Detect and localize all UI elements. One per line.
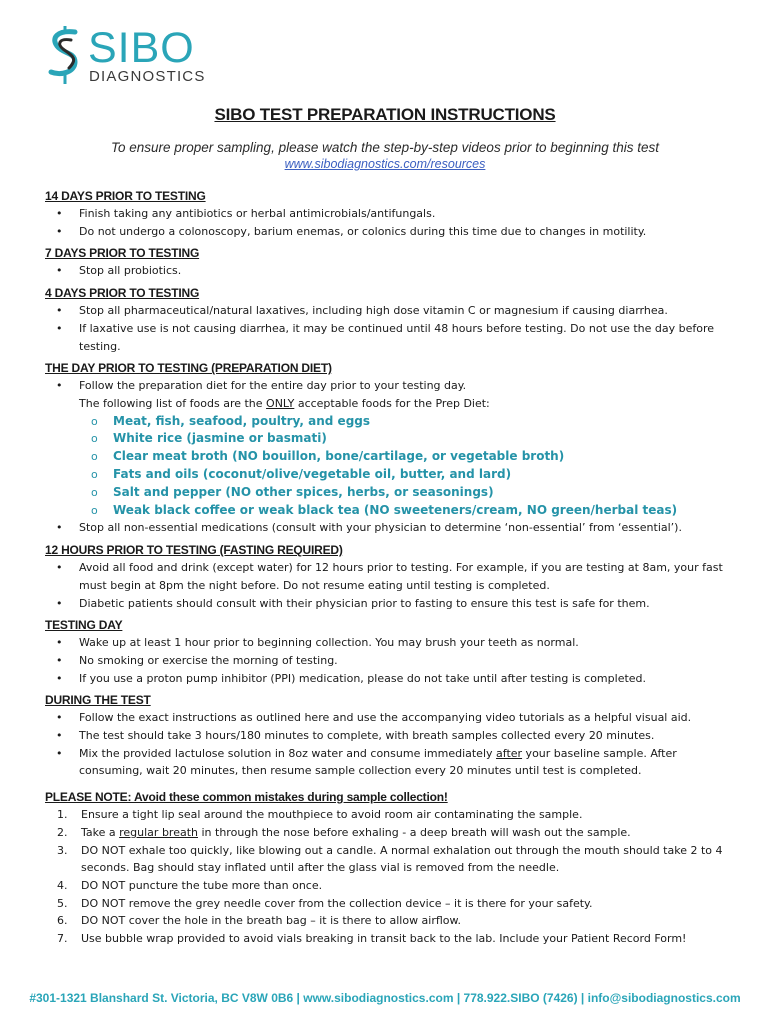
list-item: • Do not undergo a colonoscopy, barium enemas, or colonics during this time due to changes in motility. (45, 223, 735, 241)
item-text: Ensure a tight lip seal around the mouthpiece to avoid room air contaminating the sample. (81, 808, 583, 822)
item-text: in through the nose before exhaling - a deep breath will wash out the sample. (198, 825, 631, 839)
numbered-item (45, 895, 735, 913)
food-item: o White rice (jasmine or basmati) (45, 430, 735, 448)
prep-diet-intro-pre: The following list of foods are the (79, 396, 267, 410)
logo-subtitle: DIAGNOSTICS (89, 68, 206, 85)
item-number: 5. (57, 896, 68, 910)
logo-wordmark: SIBO (88, 24, 195, 72)
list-item: • If laxative use is not causing diarrhea, it may be continued until 48 hours before testing. Do not use the day before testing. (45, 320, 735, 355)
item-number: 3. (57, 843, 68, 857)
item-text: Take a (81, 825, 120, 839)
list-4-days (45, 302, 735, 355)
list-12-hours (45, 559, 735, 612)
list-item: • Stop all pharmaceutical/natural laxatives, including high dose vitamin C or magnesium if causing diarrhea. (45, 302, 735, 320)
sibo-logo-icon (45, 26, 85, 86)
numbered-item (45, 806, 735, 824)
text-fragment: your baseline sample. After consuming, wait 20 minutes, then resume sample collection every 20 minutes until test is completed. (79, 746, 677, 778)
food-item: o Clear meat broth (NO bouillon, bone/cartilage, or vegetable broth) (45, 448, 735, 466)
section-heading-7-days: 7 DAYS PRIOR TO TESTING (45, 246, 200, 261)
section-heading-12-hours: 12 HOURS PRIOR TO TESTING (FASTING REQUIRED) (45, 543, 343, 558)
list-item: • Wake up at least 1 hour prior to beginning collection. You may brush your teeth as normal. (45, 634, 735, 652)
numbered-item (45, 877, 735, 895)
item-number: 1. (57, 808, 68, 822)
list-item: • Follow the preparation diet for the entire day prior to your testing day. (45, 377, 735, 395)
section-heading-14-days: 14 DAYS PRIOR TO TESTING (45, 189, 206, 203)
prep-diet-intro-post: acceptable foods for the Prep Diet: (294, 396, 490, 410)
numbered-item (45, 842, 735, 877)
section-heading-please-note: PLEASE NOTE: Avoid these common mistakes during sample collection! (45, 790, 448, 805)
list-item: • Follow the exact instructions as outlined here and use the accompanying video tutorials as a helpful visual aid. (45, 709, 735, 727)
item-number: 2. (57, 825, 68, 839)
list-item: • Diabetic patients should consult with their physician prior to fasting to ensure this test is safe for them. (45, 595, 735, 613)
list-item: • The test should take 3 hours/180 minutes to complete, with breath samples collected every 20 minutes. (45, 727, 735, 745)
list-7-days (45, 262, 735, 280)
numbered-item (45, 824, 735, 842)
item-text: DO NOT exhale too quickly, like blowing out a candle. A normal exhalation out through the mouth should take 2 to 4 seconds. Bag should stay inflated until after the glass vial is removed from the needle. (81, 843, 723, 875)
text-fragment: Mix the provided lactulose solution in 8oz water and consume immediately (79, 746, 497, 760)
list-item: • If you use a proton pump inhibitor (PPI) medication, please do not take until after testing is completed. (45, 670, 735, 688)
list-item (45, 745, 735, 780)
list-item: • Avoid all food and drink (except water) for 12 hours prior to testing. For example, if you are testing at 8am, your fast must begin at 8pm the night before. Do not resume eating until testing is completed. (45, 559, 735, 594)
numbered-item (45, 930, 735, 948)
company-logo (45, 26, 215, 88)
document-title: SIBO TEST PREPARATION INSTRUCTIONS (214, 105, 556, 124)
instructions-body (45, 188, 735, 948)
prep-diet-only: ONLY (266, 396, 295, 410)
section-heading-day-prior: THE DAY PRIOR TO TESTING (PREPARATION DIET) (45, 361, 332, 376)
item-text-underlined: regular breath (119, 825, 198, 839)
list-item: • Stop all non-essential medications (consult with your physician to determine ‘non-essential’ from ‘essential’). (45, 519, 735, 537)
item-number: 4. (57, 878, 68, 892)
list-item: • Finish taking any antibiotics or herbal antimicrobials/antifungals. (45, 205, 735, 223)
intro-text: To ensure proper sampling, please watch the step-by-step videos prior to beginning this test (110, 140, 660, 155)
list-14-days (45, 205, 735, 240)
item-text: DO NOT cover the hole in the breath bag – it is there to allow airflow. (81, 914, 462, 928)
item-text: DO NOT remove the grey needle cover from the collection device – it is there for your safety. (81, 896, 593, 910)
resources-link[interactable]: www.sibodiagnostics.com/resources (284, 157, 486, 171)
food-item: o Meat, fish, seafood, poultry, and eggs (45, 413, 735, 431)
list-testing-day (45, 634, 735, 687)
list-item: • No smoking or exercise the morning of testing. (45, 652, 735, 670)
list-day-prior-2 (45, 519, 735, 537)
text-fragment-underlined: after (496, 746, 523, 760)
food-item: o Fats and oils (coconut/olive/vegetable oil, butter, and lard) (45, 466, 735, 484)
item-text: DO NOT puncture the tube more than once. (81, 878, 323, 892)
list-item: • Stop all probiotics. (45, 262, 735, 280)
footer-contact: #301-1321 Blanshard St. Victoria, BC V8W 0B6 | www.sibodiagnostics.com | 778.922.SIBO (7426) | info@sibodiagnostics.com (29, 991, 741, 1005)
list-day-prior (45, 377, 735, 395)
prep-diet-food-list (45, 413, 735, 520)
prep-diet-intro (45, 395, 735, 413)
section-heading-4-days: 4 DAYS PRIOR TO TESTING (45, 286, 200, 301)
food-item: o Weak black coffee or weak black tea (NO sweeteners/cream, NO green/herbal teas) (45, 502, 735, 520)
common-mistakes-list (45, 806, 735, 948)
item-number: 6. (57, 914, 68, 928)
list-during-test (45, 709, 735, 780)
food-item: o Salt and pepper (NO other spices, herbs, or seasonings) (45, 484, 735, 502)
numbered-item (45, 912, 735, 930)
item-number: 7. (57, 932, 68, 946)
item-text: Use bubble wrap provided to avoid vials breaking in transit back to the lab. Include your Patient Record Form! (81, 932, 687, 946)
section-heading-testing-day: TESTING DAY (45, 618, 123, 633)
section-heading-during-test: DURING THE TEST (45, 693, 151, 708)
